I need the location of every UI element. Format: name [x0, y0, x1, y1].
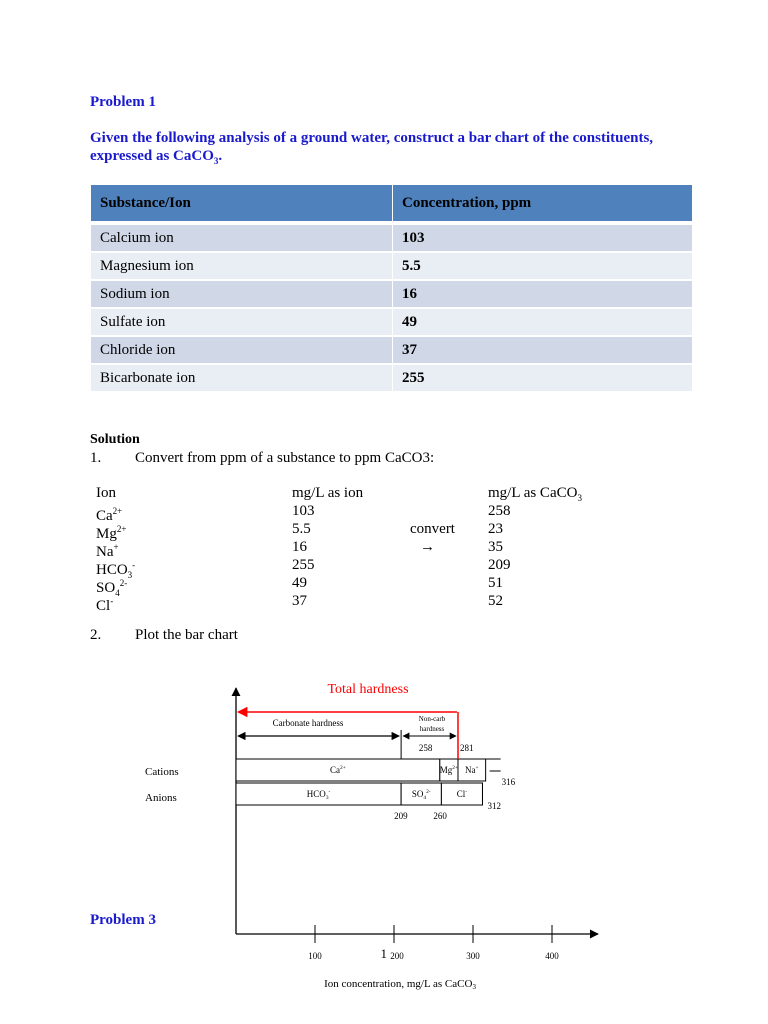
anion-segment-label: Cl-	[456, 789, 468, 799]
value-label-316: 316	[501, 777, 516, 787]
ion-symbol: $SO_4^{2-}$	[96, 578, 128, 598]
ion-symbol: Cl-	[96, 596, 114, 614]
table-cell-substance: Calcium ion	[91, 225, 393, 251]
ion-mgl-value: 103	[292, 503, 315, 519]
col-mgl-as-caco3: mg/L as CaCO$_3$	[488, 485, 582, 503]
anion-segment-label: $SO_4^{2-}$	[411, 789, 431, 801]
x-tick-label: 400	[545, 951, 559, 961]
problem-3-heading: Problem 3	[90, 912, 156, 928]
ion-symbol: $HCO_3^-$	[96, 560, 136, 580]
cation-segment-label: $Mg^{2+}$	[439, 765, 459, 775]
ion-mgl-value: 255	[292, 557, 315, 573]
ion-symbol: $Mg^{2+}$	[96, 524, 127, 542]
ion-caco3-value: 35	[488, 539, 503, 555]
value-label-260: 260	[433, 811, 447, 821]
table-cell-substance: Magnesium ion	[91, 253, 393, 279]
step-2-number: 2.	[90, 627, 102, 643]
value-label-258: 258	[418, 743, 433, 753]
problem-statement: Given the following analysis of a ground water, construct a bar chart of the constituents, expressed as CaCO$_3$.	[90, 130, 654, 166]
problem-1-heading: Problem 1	[90, 94, 156, 110]
table-header-substance: Substance/Ion	[91, 185, 393, 221]
ion-mgl-value: 16	[292, 539, 307, 555]
x-tick-label: 100	[308, 951, 322, 961]
table-cell-value: 16	[393, 281, 693, 307]
ion-mgl-value: 5.5	[292, 521, 311, 537]
carbonate-hardness-label: Carbonate hardness	[272, 718, 344, 728]
total-hardness-title: Total hardness	[327, 682, 409, 697]
value-label-281: 281	[459, 743, 474, 753]
cation-segment-label: $Ca^{2+}$	[330, 765, 346, 775]
hardness-label: hardness	[419, 725, 445, 733]
convert-arrow-icon: →	[420, 539, 435, 555]
table-cell-value: 5.5	[393, 253, 693, 279]
table-cell-value: 255	[393, 365, 693, 391]
ion-caco3-value: 52	[488, 593, 503, 609]
col-mgl-as-ion: mg/L as ion	[292, 485, 364, 501]
anion-segment-label: $HCO_3^-$	[306, 789, 331, 801]
value-label-209: 209	[394, 811, 408, 821]
ion-mgl-value: 37	[292, 593, 307, 609]
convert-label: convert	[410, 521, 455, 537]
ion-symbol: $Ca^{2+}$	[96, 506, 123, 524]
ion-symbol: Na+	[96, 542, 119, 560]
ion-caco3-value: 23	[488, 521, 503, 537]
table-cell-substance: Chloride ion	[91, 337, 393, 363]
table-cell-value: 49	[393, 309, 693, 335]
col-ion: Ion	[96, 485, 116, 501]
ion-caco3-value: 209	[488, 557, 511, 573]
cations-label: Cations	[145, 766, 179, 778]
step-1-text: Convert from ppm of a substance to ppm CaCO3:	[135, 450, 435, 466]
anions-label: Anions	[145, 792, 177, 804]
table-cell-value: 103	[393, 225, 693, 251]
solution-heading: Solution	[90, 432, 140, 447]
ion-mgl-value: 49	[292, 575, 307, 591]
step-2-text: Plot the bar chart	[135, 627, 238, 643]
table-cell-substance: Sulfate ion	[91, 309, 393, 335]
table-cell-substance: Bicarbonate ion	[91, 365, 393, 391]
x-tick-label: 300	[466, 951, 480, 961]
cation-segment-label: Na+	[465, 765, 479, 775]
table-cell-value: 37	[393, 337, 693, 363]
value-label-312: 312	[487, 801, 501, 811]
step-1-number: 1.	[90, 450, 102, 466]
x-tick-label: 200	[390, 951, 404, 961]
ion-caco3-value: 258	[488, 503, 511, 519]
x-tick-prefix-label: 1	[380, 946, 387, 961]
non-carb-label: Non-carb	[418, 715, 446, 723]
ion-caco3-value: 51	[488, 575, 503, 591]
x-axis-label: Ion concentration, mg/L as CaCO3	[324, 978, 476, 991]
table-header-concentration: Concentration, ppm	[393, 185, 693, 221]
table-cell-substance: Sodium ion	[91, 281, 393, 307]
